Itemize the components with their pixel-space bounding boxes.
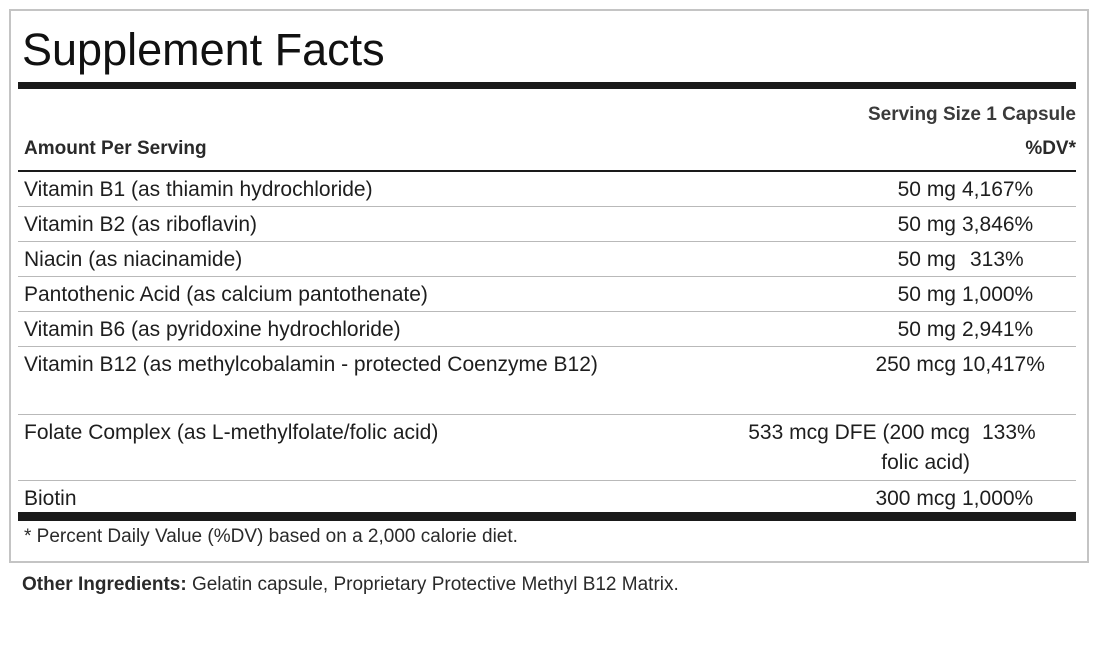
nutrient-amount: 533 mcg DFE (200 mcg folic acid) [748,421,970,474]
nutrient-dv: 4,167% [962,178,1034,201]
nutrient-table [18,172,1076,515]
nutrient-name: Vitamin B12 (as methylcobalamin - protected Coenzyme B12) [24,353,598,376]
nutrient-name: Vitamin B6 (as pyridoxine hydrochloride) [24,318,401,341]
other-ingredients-text: Gelatin capsule, Proprietary Protective Methyl B12 Matrix. [186,574,679,595]
nutrient-name: Vitamin B1 (as thiamin hydrochloride) [24,178,373,201]
other-ingredients-label: Other Ingredients: [22,574,187,595]
daily-value-header: %DV* [1025,138,1076,159]
amount-per-serving-header: Amount Per Serving [24,138,207,159]
table-row [18,347,1076,415]
nutrient-amount: 300 mcg [875,487,956,510]
nutrient-name: Folate Complex (as L-methylfolate/folic acid) [24,421,439,444]
nutrient-dv: 1,000% [962,487,1034,510]
nutrient-amount: 50 mg [897,178,956,201]
table-row [18,481,1076,515]
nutrient-amount: 50 mg [897,283,956,306]
page-title: Supplement Facts [22,24,385,75]
nutrient-dv: 2,941% [962,318,1034,341]
nutrient-name: Pantothenic Acid (as calcium pantothenate) [24,283,428,306]
table-row [18,415,1076,481]
table-row [18,312,1076,347]
footer-divider [18,512,1076,521]
nutrient-name: Biotin [24,487,77,510]
serving-size-label: Serving Size 1 Capsule [867,104,1076,125]
nutrient-dv: 133% [982,421,1036,444]
nutrient-name: Niacin (as niacinamide) [24,248,243,271]
nutrient-name: Vitamin B2 (as riboflavin) [24,213,258,236]
table-row [18,242,1076,277]
table-row [18,207,1076,242]
nutrient-dv: 1,000% [962,283,1034,306]
nutrient-amount: 250 mcg [875,353,956,376]
daily-value-footnote: * Percent Daily Value (%DV) based on a 2,000 calorie diet. [24,526,518,547]
table-row [18,277,1076,312]
nutrient-amount: 50 mg [897,318,956,341]
title-divider [18,82,1076,89]
table-row [18,172,1076,207]
nutrient-dv: 10,417% [962,353,1045,376]
other-ingredients [22,574,679,596]
nutrient-amount: 50 mg [897,213,956,236]
nutrient-dv: 313% [970,248,1024,271]
nutrient-amount: 50 mg [897,248,956,271]
nutrient-dv: 3,846% [962,213,1034,236]
